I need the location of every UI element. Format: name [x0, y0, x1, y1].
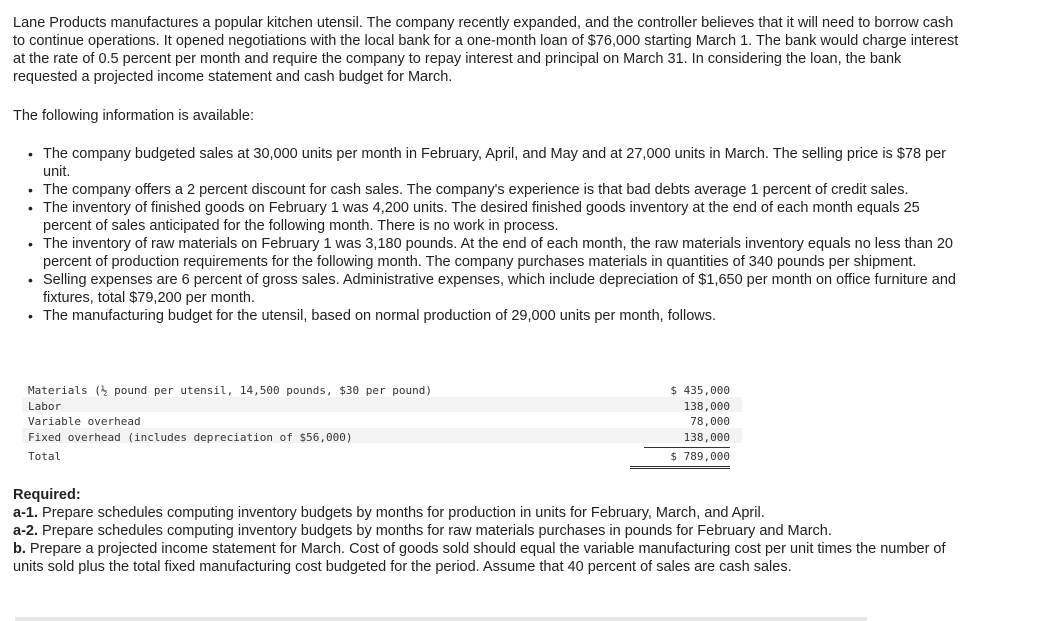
budget-total-amount: $ 789,000 — [630, 448, 730, 469]
bullet-raw-materials: • The inventory of raw materials on February 1 was 3,180 pounds. At the end of each month, the raw materials inventory equals no less than 20 percent of production requirements for the following month. The company purchases materials in quantities of 340 pounds per shipment. — [28, 235, 958, 271]
bullet-discount: • The company offers a 2 percent discount for cash sales. The company's experience is that bad debts average 1 percent of credit sales. — [28, 181, 958, 199]
intro-paragraph: Lane Products manufactures a popular kitchen utensil. The company recently expanded, and the controller believes that it will need to borrow cash to continue operations. It opened negotiations with the local bank for a one-month loan of $76,000 starting March 1. The bank would charge interest at the rate of 0.5 percent per month and require the company to repay interest and principal on March 31. In considering the loan, the bank requested a projected income statement and cash budget for March. — [13, 15, 959, 85]
budget-label: Fixed overhead (includes depreciation of $56,000) — [28, 430, 353, 444]
info-heading: The following information is available: — [13, 108, 254, 124]
required-section — [13, 486, 953, 576]
budget-row-variable-overhead — [22, 412, 742, 428]
required-text: Prepare schedules computing inventory budgets by months for production in units for February, March, and April. — [38, 505, 765, 521]
bullet-manufacturing-budget: • The manufacturing budget for the utensil, based on normal production of 29,000 units per month, follows. — [28, 307, 958, 325]
budget-amount: 78,000 — [690, 415, 730, 428]
bullet-sales: • The company budgeted sales at 30,000 units per month in February, April, and May and at 27,000 units in March. The selling price is $78 per unit. — [28, 145, 958, 181]
required-text: Prepare a projected income statement for March. Cost of goods sold should equal the variable manufacturing cost per unit times the number of units sold plus the total fixed manufacturing cost budgeted for the period. Assume that 40 percent of sales are cash sales. — [13, 541, 946, 575]
bullet-expenses: • Selling expenses are 6 percent of gross sales. Administrative expenses, which include depreciation of $1,650 per month on office furniture and fixtures, total $79,200 per month. — [28, 271, 958, 307]
budget-label: Labor — [28, 399, 62, 413]
horizontal-scrollbar[interactable] — [15, 617, 867, 621]
bullet-finished-goods: • The inventory of finished goods on February 1 was 4,200 units. The desired finished goods inventory at the end of each month equals 25 percent of sales anticipated for the following month. There is no work in process. — [28, 199, 958, 235]
required-heading: Required: — [13, 487, 81, 503]
required-item-a2 — [13, 522, 953, 540]
budget-amount: 138,000 — [683, 399, 730, 413]
required-tag: a-1. — [13, 505, 38, 521]
budget-label: Variable overhead — [28, 415, 141, 428]
budget-label: Materials (½ pound per utensil, 14,500 pounds, $30 per pound) — [28, 384, 432, 397]
required-text: Prepare schedules computing inventory budgets by months for raw materials purchases in pounds for February and March. — [38, 523, 832, 539]
required-item-b — [13, 540, 953, 576]
required-tag: a-2. — [13, 523, 38, 539]
budget-total-label: Total — [28, 450, 62, 463]
required-tag: b. — [13, 541, 26, 557]
budget-amount: $ 435,000 — [670, 384, 730, 397]
budget-row-total — [22, 447, 742, 465]
info-bullet-list — [28, 145, 958, 325]
budget-amount: 138,000 — [644, 429, 730, 448]
budget-row-labor — [22, 397, 742, 413]
manufacturing-budget-table — [22, 381, 742, 465]
required-item-a1 — [13, 504, 953, 522]
budget-row-fixed-overhead — [22, 428, 742, 444]
budget-row-materials — [22, 381, 742, 397]
